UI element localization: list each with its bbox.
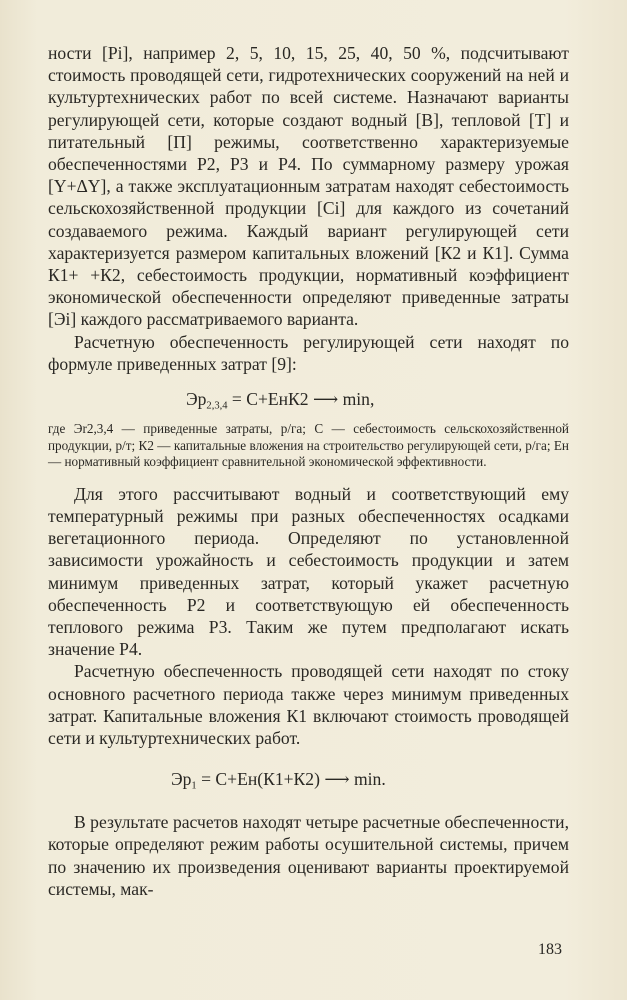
formula-1-subscript: 2,3,4 [206, 400, 228, 412]
paragraph-5: В результате расчетов находят четыре расчетные обеспеченности, которые определяют режим работы осушительной системы, причем по значению их произведения оценивают варианты проектируемой системы, мак- [48, 812, 569, 899]
formula-1-lhs: Эр [186, 389, 207, 410]
page-number: 183 [538, 941, 562, 958]
formula-2-rhs: = C+Eн(К1+К2) ⟶ min. [201, 769, 386, 790]
formula-reduced-costs-regulating [48, 387, 569, 411]
paragraph-3: Для этого рассчитывают водный и соответствующий ему температурный режимы при разных обеспеченностях осадками вегетационного периода. Определяют по установленной зависимости урожайность и себестоимость продукции и затем минимум приведенных затрат, который укажет расчетную обеспеченность Р2 и соответствующую ей обеспеченность теплового режима Р3. Таким же путем предполагают искать значение Р4. [48, 483, 569, 660]
formula-reduced-costs-conducting [48, 767, 569, 791]
paragraph-2: Расчетную обеспеченность регулирующей сети находят по формуле приведенных затрат [9]: [48, 331, 569, 374]
formula-note: где Эr2,3,4 — приведенные затраты, р/га; С — себестоимость сельскохозяйственной продукции, р/т; К2 — капитальные вложения на строительство регулирующей сети, р/га; Ен — нормативный коэффициент сравнительной экономической эффективности. [48, 421, 569, 470]
paragraph-1: ности [Рi], например 2, 5, 10, 15, 25, 40, 50 %, подсчитывают стоимость проводящей сети, гидротехнических сооружений на ней и культуртехнических работ по всей системе. Назначают варианты регулирующей сети, которые создают водный [В], тепловой [Т] и питательный [П] режимы, соответственно характеризуемые обеспеченностями Р2, Р3 и Р4. По суммарному размеру урожая [Y+ΔY], а также эксплуатационным затратам находят себестоимость сельскохозяйственной продукции [Ci] для каждого из сочетаний создаваемого режима. Каждый вариант регулирующей сети характеризуется размером капитальных вложений [К2 и К1]. Сумма К1+ +К2, себестоимость продукции, нормативный коэффициент экономической обеспеченности определяют приведенные затраты [Эi] каждого рассматриваемого варианта. [48, 43, 569, 330]
formula-2-subscript: 1 [191, 780, 197, 792]
paragraph-4: Расчетную обеспеченность проводящей сети находят по стоку основного расчетного периода также через минимум приведенных затрат. Капитальные вложения К1 включают стоимость проводящей сети и культуртехнических работ. [48, 661, 569, 749]
formula-2-lhs: Эр [171, 769, 192, 790]
formula-1-rhs: = C+EнК2 ⟶ min, [231, 389, 375, 410]
